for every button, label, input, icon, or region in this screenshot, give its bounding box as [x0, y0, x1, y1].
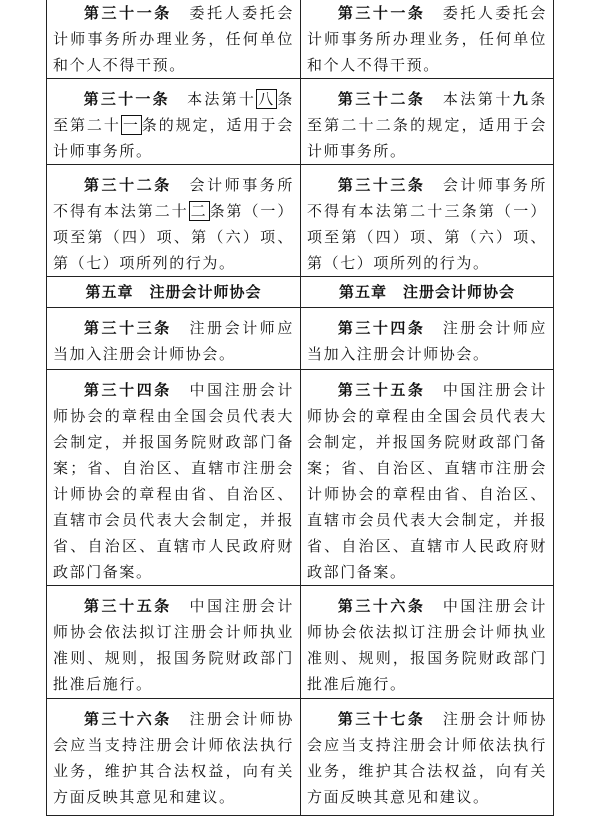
boxed-character: 一 [122, 116, 140, 134]
old-article-cell [47, 308, 301, 370]
table-row [47, 699, 554, 816]
chapter-heading: 第五章 注册会计师协会 [47, 277, 301, 308]
article-text: 注册会计师应当加入注册会计师协会。 [53, 319, 294, 363]
new-article-cell [301, 586, 554, 699]
article-text: 中国注册会计师协会依法拟订注册会计师执业准则、规则，报国务院财政部门批准后施行。 [53, 597, 294, 693]
article-number: 第三十四条 [83, 381, 172, 399]
article-number: 第三十一条 [83, 4, 172, 22]
article-number: 第三十四条 [337, 319, 426, 337]
table-row [47, 165, 554, 277]
old-article-cell [47, 79, 301, 165]
article-text: 注册会计师应当加入注册会计师协会。 [307, 319, 547, 363]
chapter-heading: 第五章 注册会计师协会 [301, 277, 554, 308]
article-number: 第三十二条 [83, 176, 172, 194]
article-text: 本法第十 [187, 90, 257, 108]
article-number: 第三十一条 [83, 90, 170, 108]
table-row [47, 586, 554, 699]
old-article-cell [47, 699, 301, 816]
article-number: 第三十三条 [83, 319, 172, 337]
article-number: 第三十六条 [337, 597, 426, 615]
article-text: 会计师事务所不得有本法第二十三条第（一）项至第（四）项、第（六）项、第（七）项所列的行为。 [307, 176, 547, 272]
comparison-table [46, 0, 554, 816]
article-text: 中国注册会计师协会的章程由全国会员代表大会制定，并报国务院财政部门备案；省、自治区、直辖市注册会计师协会的章程由省、自治区、直辖市会员代表大会制定，并报省、自治区、直辖市人民政府财政部门备案。 [53, 381, 294, 581]
article-text: 委托人委托会计师事务所办理业务，任何单位和个人不得干预。 [53, 4, 294, 74]
table-row [47, 308, 554, 370]
new-article-cell [301, 165, 554, 277]
article-number: 第三十五条 [337, 381, 426, 399]
bold-character: 九 [512, 90, 531, 108]
article-number: 第三十二条 [337, 90, 426, 108]
old-article-cell [47, 370, 301, 586]
article-text: 注册会计师协会应当支持注册会计师依法执行业务，维护其合法权益，向有关方面反映其意见和建议。 [307, 710, 547, 806]
old-article-cell [47, 0, 301, 79]
article-text: 注册会计师协会应当支持注册会计师依法执行业务，维护其合法权益，向有关方面反映其意见和建议。 [53, 710, 294, 806]
article-number: 第三十六条 [83, 710, 172, 728]
new-article-cell [301, 370, 554, 586]
article-number: 第三十三条 [337, 176, 426, 194]
article-text: 会计师事务所不得有本法第二十 [53, 176, 294, 220]
boxed-character: 二 [190, 202, 208, 220]
chapter-row [47, 277, 554, 308]
table-row [47, 0, 554, 79]
article-number: 第三十五条 [83, 597, 172, 615]
table-row [47, 79, 554, 165]
new-article-cell [301, 699, 554, 816]
table-row [47, 370, 554, 586]
new-article-cell [301, 308, 554, 370]
article-text: 条至第二十 [53, 90, 294, 134]
article-text: 条第（一）项至第（四）项、第（六）项、第（七）项所列的行为。 [53, 202, 294, 272]
boxed-character: 八 [258, 90, 276, 108]
article-text: 中国注册会计师协会的章程由全国会员代表大会制定，并报国务院财政部门备案；省、自治区、直辖市注册会计师协会的章程由省、自治区、直辖市会员代表大会制定，并报省、自治区、直辖市人民政府财政部门备案。 [307, 381, 547, 581]
article-text: 本法第十 [442, 90, 513, 108]
old-article-cell [47, 586, 301, 699]
article-text: 中国注册会计师协会依法拟订注册会计师执业准则、规则，报国务院财政部门批准后施行。 [307, 597, 547, 693]
article-number: 第三十一条 [337, 4, 426, 22]
article-text: 条的规定，适用于会计师事务所。 [53, 116, 294, 160]
article-text: 条至第二十二条的规定，适用于会计师事务所。 [307, 90, 547, 160]
new-article-cell [301, 79, 554, 165]
article-number: 第三十七条 [337, 710, 426, 728]
article-text: 委托人委托会计师事务所办理业务，任何单位和个人不得干预。 [307, 4, 547, 74]
old-article-cell [47, 165, 301, 277]
new-article-cell [301, 0, 554, 79]
